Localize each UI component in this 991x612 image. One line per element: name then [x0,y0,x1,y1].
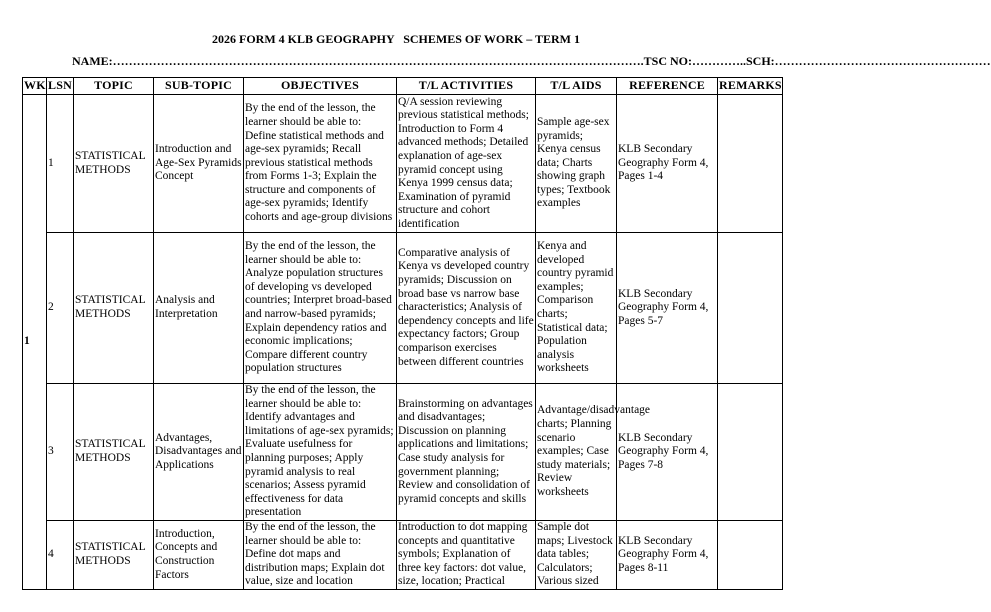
table-row [23,233,783,384]
lesson-number: 3 [47,384,74,521]
remarks-cell[interactable] [718,233,783,384]
objectives-cell: By the end of the lesson, the learner should be able to: Identify advantages and limitations of age-sex pyramids; Evaluate usefulness for planning purposes; Apply pyramid analysis to real scenarios; Assess pyramid effectiveness for data presentation [244,384,397,521]
aids-cell: Kenya and developed country pyramid examples; Comparison charts; Statistical data; Population analysis worksheets [536,233,617,384]
objectives-cell: By the end of the lesson, the learner should be able to: Define dot maps and distribution maps; Explain dot value, size and location [244,521,397,590]
topic-cell: STATISTICAL METHODS [74,95,154,233]
lesson-number: 2 [47,233,74,384]
reference-cell: KLB Secondary Geography Form 4, Pages 8-11 [617,521,718,590]
subtopic-cell: Introduction, Concepts and Construction Factors [154,521,244,590]
schemes-of-work-table [22,77,783,590]
header-remarks: REMARKS [718,78,783,95]
aids-cell: Sample dot maps; Livestock data tables; Calculators; Various sized [536,521,617,590]
table-row [23,384,783,521]
topic-cell: STATISTICAL METHODS [74,384,154,521]
header-wk: WK [23,78,47,95]
activities-cell: Comparative analysis of Kenya vs developed country pyramids; Discussion on broad base vs narrow base characteristics; Analysis of dependency concepts and life expectancy factors; Group comparison exercises between different countries [397,233,536,384]
table-row [23,95,783,233]
week-number: 1 [23,95,47,590]
reference-cell: KLB Secondary Geography Form 4, Pages 5-7 [617,233,718,384]
subtopic-cell: Introduction and Age-Sex Pyramids Concept [154,95,244,233]
objectives-cell: By the end of the lesson, the learner should be able to: Analyze population structures of developing vs developed countries; Interpret broad-based and narrow-based pyramids; Explain dependency ratios and economic implications; Compare different country population structures [244,233,397,384]
remarks-cell[interactable] [718,95,783,233]
header-activities: T/L ACTIVITIES [397,78,536,95]
activities-cell: Brainstorming on advantages and disadvantages; Discussion on planning applications and limitations; Case study analysis for government planning; Review and consolidation of pyramid concepts and skills [397,384,536,521]
lesson-number: 1 [47,95,74,233]
header-objectives: OBJECTIVES [244,78,397,95]
header-lsn: LSN [47,78,74,95]
lesson-number: 4 [47,521,74,590]
table-header-row [23,78,783,95]
document-title: 2026 FORM 4 KLB GEOGRAPHY SCHEMES OF WORK – TERM 1 [211,32,581,46]
subtopic-cell: Advantages, Disadvantages and Applications [154,384,244,521]
topic-cell: STATISTICAL METHODS [74,233,154,384]
subtopic-cell: Analysis and Interpretation [154,233,244,384]
reference-cell: KLB Secondary Geography Form 4, Pages 1-4 [617,95,718,233]
remarks-cell[interactable] [718,521,783,590]
remarks-cell[interactable] [718,384,783,521]
header-subtopic: SUB-TOPIC [154,78,244,95]
header-topic: TOPIC [74,78,154,95]
table-row [23,521,783,590]
teacher-details-line: NAME:…………………………………………………………………………………………………………………….TSC NO:…………..SCH:……………………………………………… [72,54,991,68]
aids-cell: Advantage/disadvantage charts; Planning scenario examples; Case study materials; Review worksheets [536,384,617,521]
aids-cell: Sample age-sex pyramids; Kenya census data; Charts showing graph types; Textbook examples [536,95,617,233]
topic-cell: STATISTICAL METHODS [74,521,154,590]
activities-cell: Introduction to dot mapping concepts and quantitative symbols; Explanation of three key factors: dot value, size, location; Practical [397,521,536,590]
header-reference: REFERENCE [617,78,718,95]
activities-cell: Q/A session reviewing previous statistical methods; Introduction to Form 4 advanced methods; Detailed explanation of age-sex pyramid concept using Kenya 1999 census data; Examination of pyramid structure and cohort identification [397,95,536,233]
objectives-cell: By the end of the lesson, the learner should be able to: Define statistical methods and age-sex pyramids; Recall previous statistical methods from Forms 1-3; Explain the structure and components of age-sex pyramids; Identify cohorts and age-group divisions [244,95,397,233]
reference-cell: KLB Secondary Geography Form 4, Pages 7-8 [617,384,718,521]
header-aids: T/L AIDS [536,78,617,95]
